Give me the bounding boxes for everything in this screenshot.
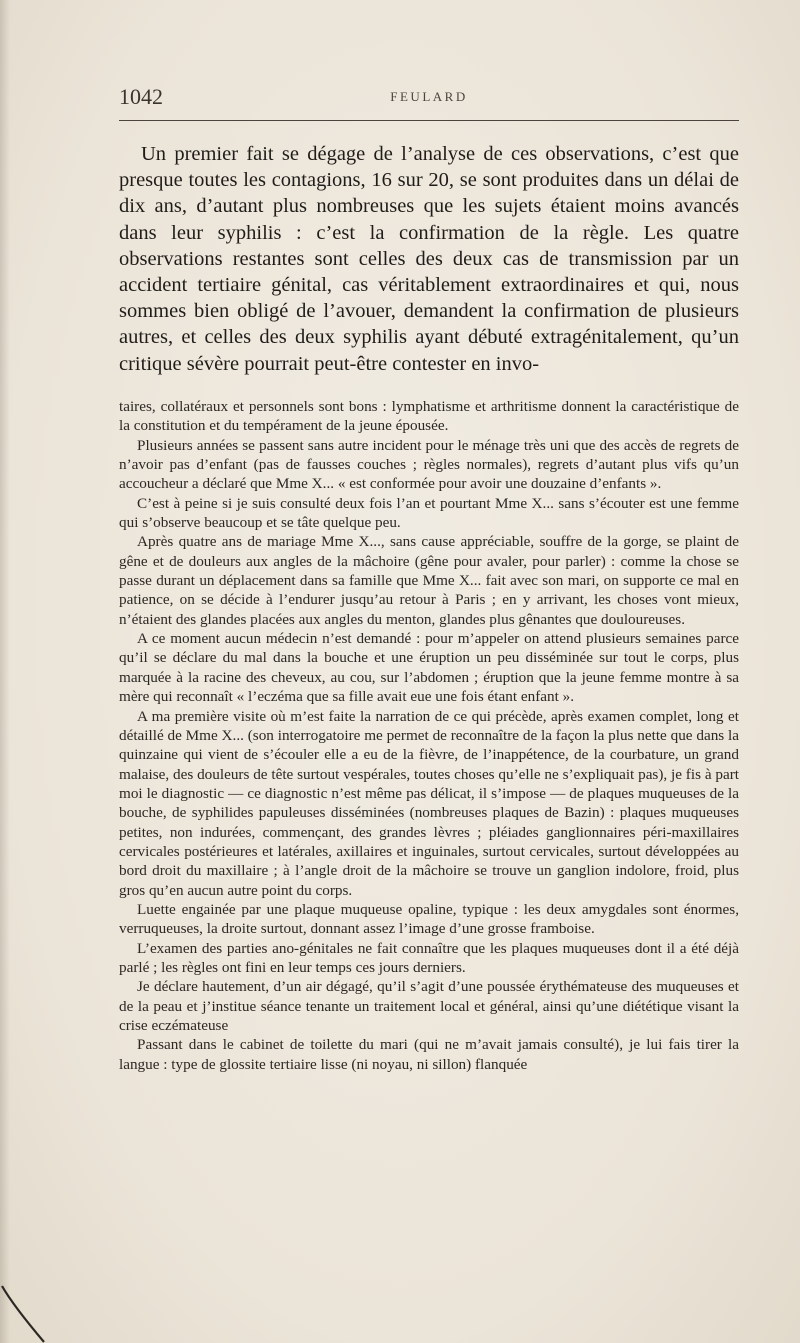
header-rule: [119, 120, 739, 121]
page-edge-mark: [0, 1282, 60, 1343]
note-paragraph: Luette engainée par une plaque muqueuse opaline, typique : les deux amygdales sont énormes, verruqueuses, la droite surtout, donnant assez l’image d’une grosse framboise.: [119, 900, 739, 938]
page-number: 1042: [119, 84, 163, 109]
note-paragraph: A ce moment aucun médecin n’est demandé : pour m’appeler on attend plusieurs semaines parce qu’il se déclare du mal dans la bouche et une éruption un peu disséminée sur tout le corps, plus marquée à la racine des cheveux, au cou, sur l’abdomen ; éruption que la jeune femme montre à sa mère qui reconnaît « l’eczéma que sa fille avait eue une fois étant enfant ».: [119, 630, 739, 706]
running-head: FEULARD: [390, 89, 468, 104]
note-paragraph: taires, collatéraux et personnels sont bons : lymphatisme et arthritisme donnent la caractéristique de la constitution et du tempérament de la jeune épousée.: [119, 398, 739, 435]
note-paragraph: L’examen des parties ano-génitales ne fait connaître que les plaques muqueuses dont il a été déjà parlé ; les règles ont fini en leur temps ces jours derniers.: [119, 939, 739, 976]
note-paragraph: Plusieurs années se passent sans autre incident pour le ménage très uni que des accès de regrets de n’avoir pas d’enfant (pas de fausses couches ; règles normales), regrets d’autant plus vifs qu’un accoucheur a déclaré que Mme X... « est conformée pour avoir une douzaine d’enfants ».: [119, 436, 739, 493]
note-paragraph: C’est à peine si je suis consulté deux fois l’an et pourtant Mme X... sans s’écouter est une femme qui s’observe beaucoup et se tâte quelque peu.: [119, 494, 739, 532]
note-paragraph: A ma première visite où m’est faite la narration de ce qui précède, après examen complet, long et détaillé de Mme X... (son interrogatoire me permet de reconnaître de la façon la plus nette que dans la quinzaine qui vient de s’écouler elle a eu de la fièvre, de l’inappétence, de la courbature, un grand malaise, des douleurs de tête surtout vespérales, toutes choses qu’elle ne s’expliquait pas), je fis à part moi le diagnostic — ce diagnostic n’est même pas délicat, il s’impose — de plaques muqueuses de la bouche, de syphilides papuleuses disséminées (nombreuses plaques de Bazin) : plaques muqueuses petites, non indurées, commençant, des grandes lèvres ; pléiades ganglionnaires péri-maxillaires cervicales postérieures et latérales, axillaires et inguinales, surtout cervicales, surtout développées au bord droit du maxillaire ; à l’angle droit de la mâchoire se trouve un ganglion indolore, froid, plus gros qu’en aucun autre point du corps.: [119, 707, 739, 899]
note-paragraph: Après quatre ans de mariage Mme X..., sans cause appréciable, souffre de la gorge, se plaint de gêne et de douleurs aux angles de la mâchoire (gêne pour avaler, pour parler) : comme la chose se passe durant un déplacement dans sa famille que Mme X... fait avec son mari, on supporte ce mal en patience, on se décide à l’endurer jusqu’au retour à Paris ; en y arrivant, les choses vont mieux, n’étaient des glandes placées aux angles du menton, glandes plus gênantes que douloureuses.: [119, 533, 739, 628]
observation-notes: [119, 397, 739, 1074]
note-paragraph: Passant dans le cabinet de toilette du mari (qui ne m’avait jamais consulté), je lui fais tirer la langue : type de glossite tertiaire lisse (ni noyau, ni sillon) flanquée: [119, 1036, 739, 1073]
main-paragraph: Un premier fait se dégage de l’analyse de ces observations, c’est que presque toutes les contagions, 16 sur 20, se sont produites dans un délai de dix ans, d’autant plus nombreuses que les sujets étaient moins avancés dans leur syphilis : c’est la confirmation de la règle. Les quatre observations restantes sont celles des deux cas de transmission par un accident tertiaire génital, cas véritablement extraordinaires et qui, nous sommes bien obligé de l’avouer, demandent la confirmation de plusieurs autres, et celles des deux syphilis ayant débuté extragénitalement, qu’un critique sévère pourrait peut-être contester en invo-: [119, 143, 739, 375]
main-text: [119, 141, 739, 377]
binding-shadow: [0, 0, 10, 1343]
note-paragraph: Je déclare hautement, d’un air dégagé, qu’il s’agit d’une poussée érythémateuse des muqueuses et de la peau et j’institue séance tenante un traitement local et général, ainsi qu’une diététique visant la crise eczémateuse: [119, 978, 739, 1034]
page-header: [119, 84, 739, 108]
